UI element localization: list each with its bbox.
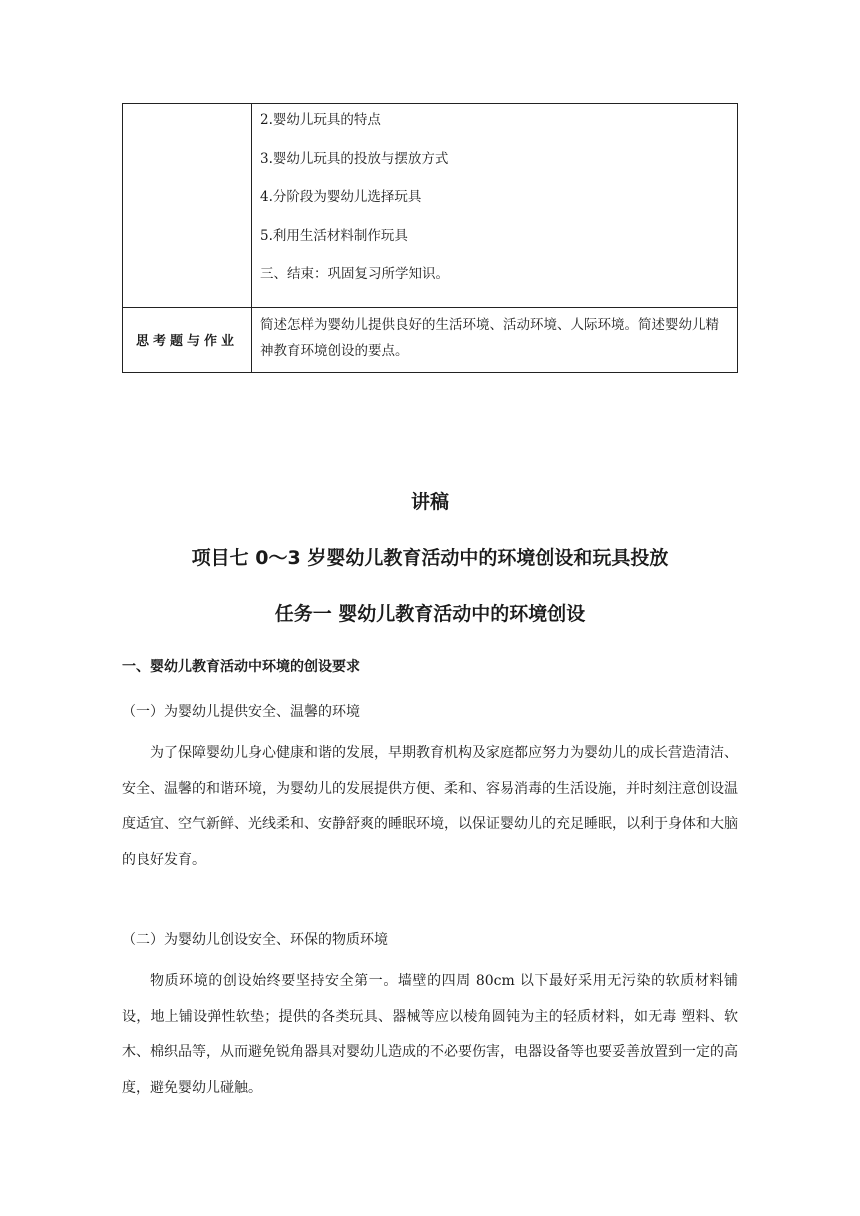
homework-label: 思考题与作业 xyxy=(123,307,252,372)
content-row xyxy=(123,104,738,308)
content-item: 三、结束：巩固复习所学知识。 xyxy=(260,266,449,282)
task-title: 任务一 婴幼儿教育活动中的环境创设 xyxy=(274,603,586,625)
paragraph-2: 物质环境的创设始终要坚持安全第一。墙壁的四周 80cm 以下最好采用无污染的软质材料铺设，地上铺设弹性软垫；提供的各类玩具、器械等应以棱角圆钝为主的轻质材料，如无毒 塑料、软木、棉织品等，从而避免锐角器具对婴幼儿造成的不必要伤害，电器设备等也要妥善放置到一定的高度，避免婴幼儿碰触。 xyxy=(122,973,738,1097)
empty-label-cell xyxy=(123,104,252,308)
content-item: 4.分阶段为婴幼儿选择玩具 xyxy=(260,189,422,205)
content-item: 3.婴幼儿玩具的投放与摆放方式 xyxy=(260,150,449,167)
subsection-title-2: （二）为婴幼儿创设安全、环保的物质环境 xyxy=(122,932,388,948)
section-title: 一、婴幼儿教育活动中环境的创设要求 xyxy=(122,659,360,675)
lesson-plan-table xyxy=(122,103,738,373)
content-list xyxy=(252,104,737,307)
lecture-title: 讲稿 xyxy=(410,491,449,513)
content-cell xyxy=(252,104,738,308)
paragraph-1: 为了保障婴幼儿身心健康和谐的发展，早期教育机构及家庭都应努力为婴幼儿的成长营造清洁、安全、温馨的和谐环境，为婴幼儿的发展提供方便、柔和、容易消毒的生活设施，并时刻注意创设温度适宜、空气新鲜、光线柔和、安静舒爽的睡眠环境，以保证婴幼儿的充足睡眠，以利于身体和大脑的良好发育。 xyxy=(122,745,738,869)
content-item: 2.婴幼儿玩具的特点 xyxy=(260,112,381,128)
content-item: 5.利用生活材料制作玩具 xyxy=(260,227,408,244)
project-title: 项目七 0～3 岁婴幼儿教育活动中的环境创设和玩具投放 xyxy=(191,547,669,569)
homework-row xyxy=(123,307,738,372)
homework-text: 简述怎样为婴幼儿提供良好的生活环境、活动环境、人际环境。简述婴幼儿精神教育环境创设的要点。 xyxy=(260,316,719,359)
homework-cell xyxy=(252,307,738,372)
subsection-title-1: （一）为婴幼儿提供安全、温馨的环境 xyxy=(122,704,360,720)
